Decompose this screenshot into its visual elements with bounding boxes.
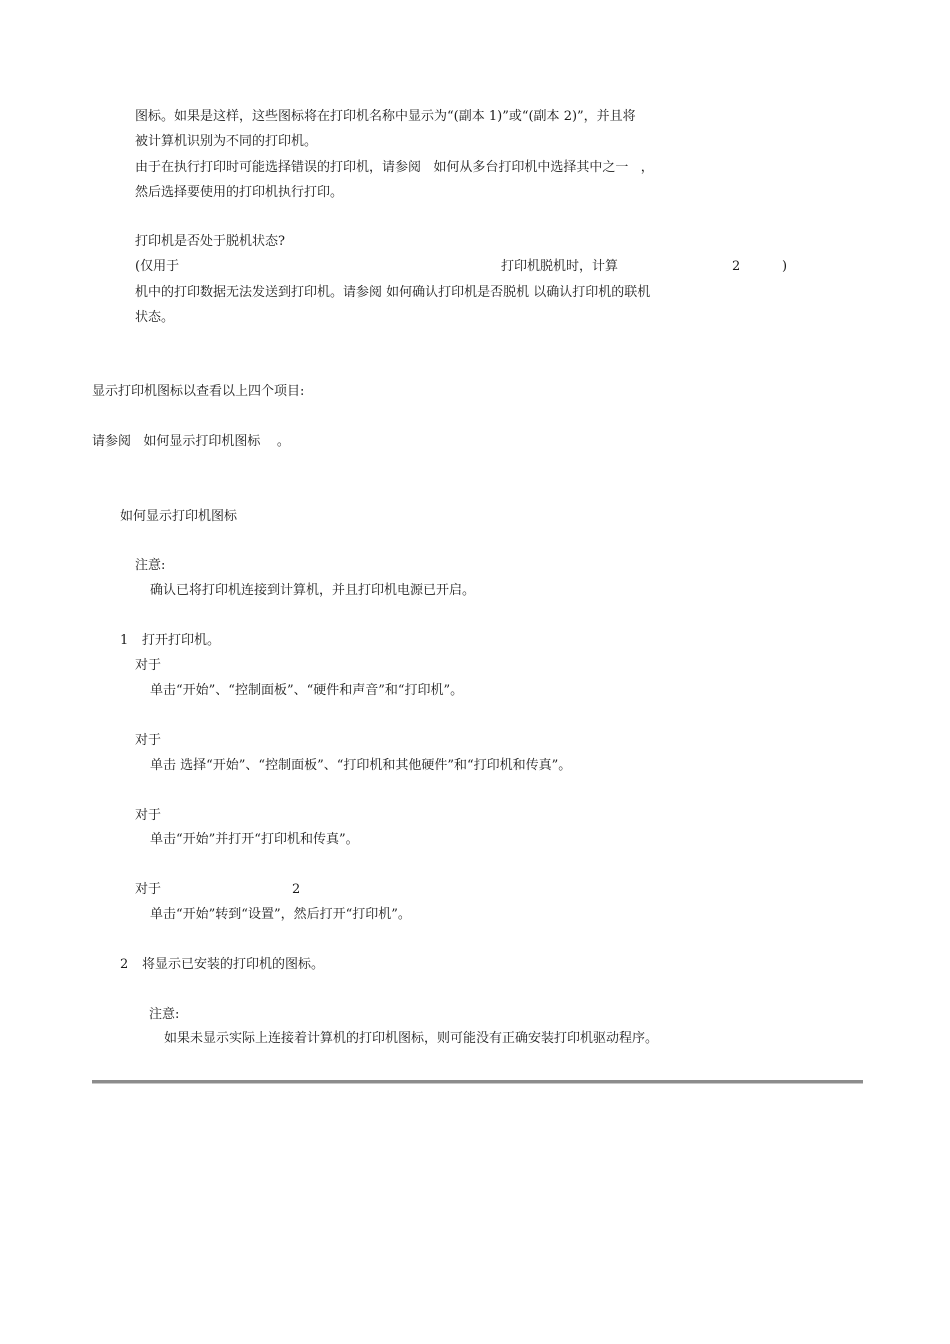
offline-line-1d: ) bbox=[782, 259, 788, 274]
offline-heading: 打印机是否处于脱机状态? bbox=[135, 234, 285, 249]
step-2-text: 将显示已安装的打印机的图标。 bbox=[142, 957, 325, 972]
step-1-number: 1 bbox=[120, 633, 129, 648]
for-4-text: 单击“开始”转到“设置”，然后打开“打印机”。 bbox=[150, 907, 411, 922]
step-1-text: 打开打印机。 bbox=[142, 633, 221, 648]
for-4-label: 对于 bbox=[135, 882, 162, 897]
for-4-number: 2 bbox=[292, 882, 301, 897]
offline-line-1b: 打印机脱机时，计算 bbox=[501, 259, 619, 274]
for-2-text: 单击 选择“开始”、“控制面板”、“打印机和其他硬件”和“打印机和传真”。 bbox=[150, 758, 572, 773]
intro-line-2: 被计算机识别为不同的打印机。 bbox=[135, 134, 318, 149]
offline-line-1a: (仅用于 bbox=[135, 259, 180, 274]
for-3-label: 对于 bbox=[135, 808, 162, 823]
note-1-label: 注意: bbox=[135, 558, 166, 573]
intro-line-4: 然后选择要使用的打印机执行打印。 bbox=[135, 185, 344, 200]
step-2-number: 2 bbox=[120, 957, 129, 972]
intro-line-1: 图标。如果是这样，这些图标将在打印机名称中显示为“(副本 1)”或“(副本 2)”，并且将 bbox=[135, 109, 636, 124]
section-divider bbox=[92, 1080, 863, 1084]
note-1-text: 确认已将打印机连接到计算机，并且打印机电源已开启。 bbox=[150, 583, 476, 598]
summary-line-1: 显示打印机图标以查看以上四个项目: bbox=[92, 384, 305, 399]
summary-line-2: 请参阅 如何显示打印机图标 。 bbox=[92, 434, 290, 449]
note-2-label: 注意: bbox=[149, 1007, 180, 1022]
note-2-text: 如果未显示实际上连接着计算机的打印机图标，则可能没有正确安装打印机驱动程序。 bbox=[164, 1031, 659, 1046]
section-title: 如何显示打印机图标 bbox=[120, 509, 238, 524]
for-1-text: 单击“开始”、“控制面板”、“硬件和声音”和“打印机”。 bbox=[150, 683, 464, 698]
intro-line-3: 由于在执行打印时可能选择错误的打印机，请参阅 如何从多台打印机中选择其中之一 ， bbox=[135, 160, 654, 175]
offline-line-2: 机中的打印数据无法发送到打印机。请参阅 如何确认打印机是否脱机 以确认打印机的联机 bbox=[135, 285, 651, 300]
offline-line-1c: 2 bbox=[732, 259, 741, 274]
offline-line-3: 状态。 bbox=[135, 310, 175, 325]
for-2-label: 对于 bbox=[135, 733, 162, 748]
for-3-text: 单击“开始”并打开“打印机和传真”。 bbox=[150, 832, 359, 847]
for-1-label: 对于 bbox=[135, 658, 162, 673]
